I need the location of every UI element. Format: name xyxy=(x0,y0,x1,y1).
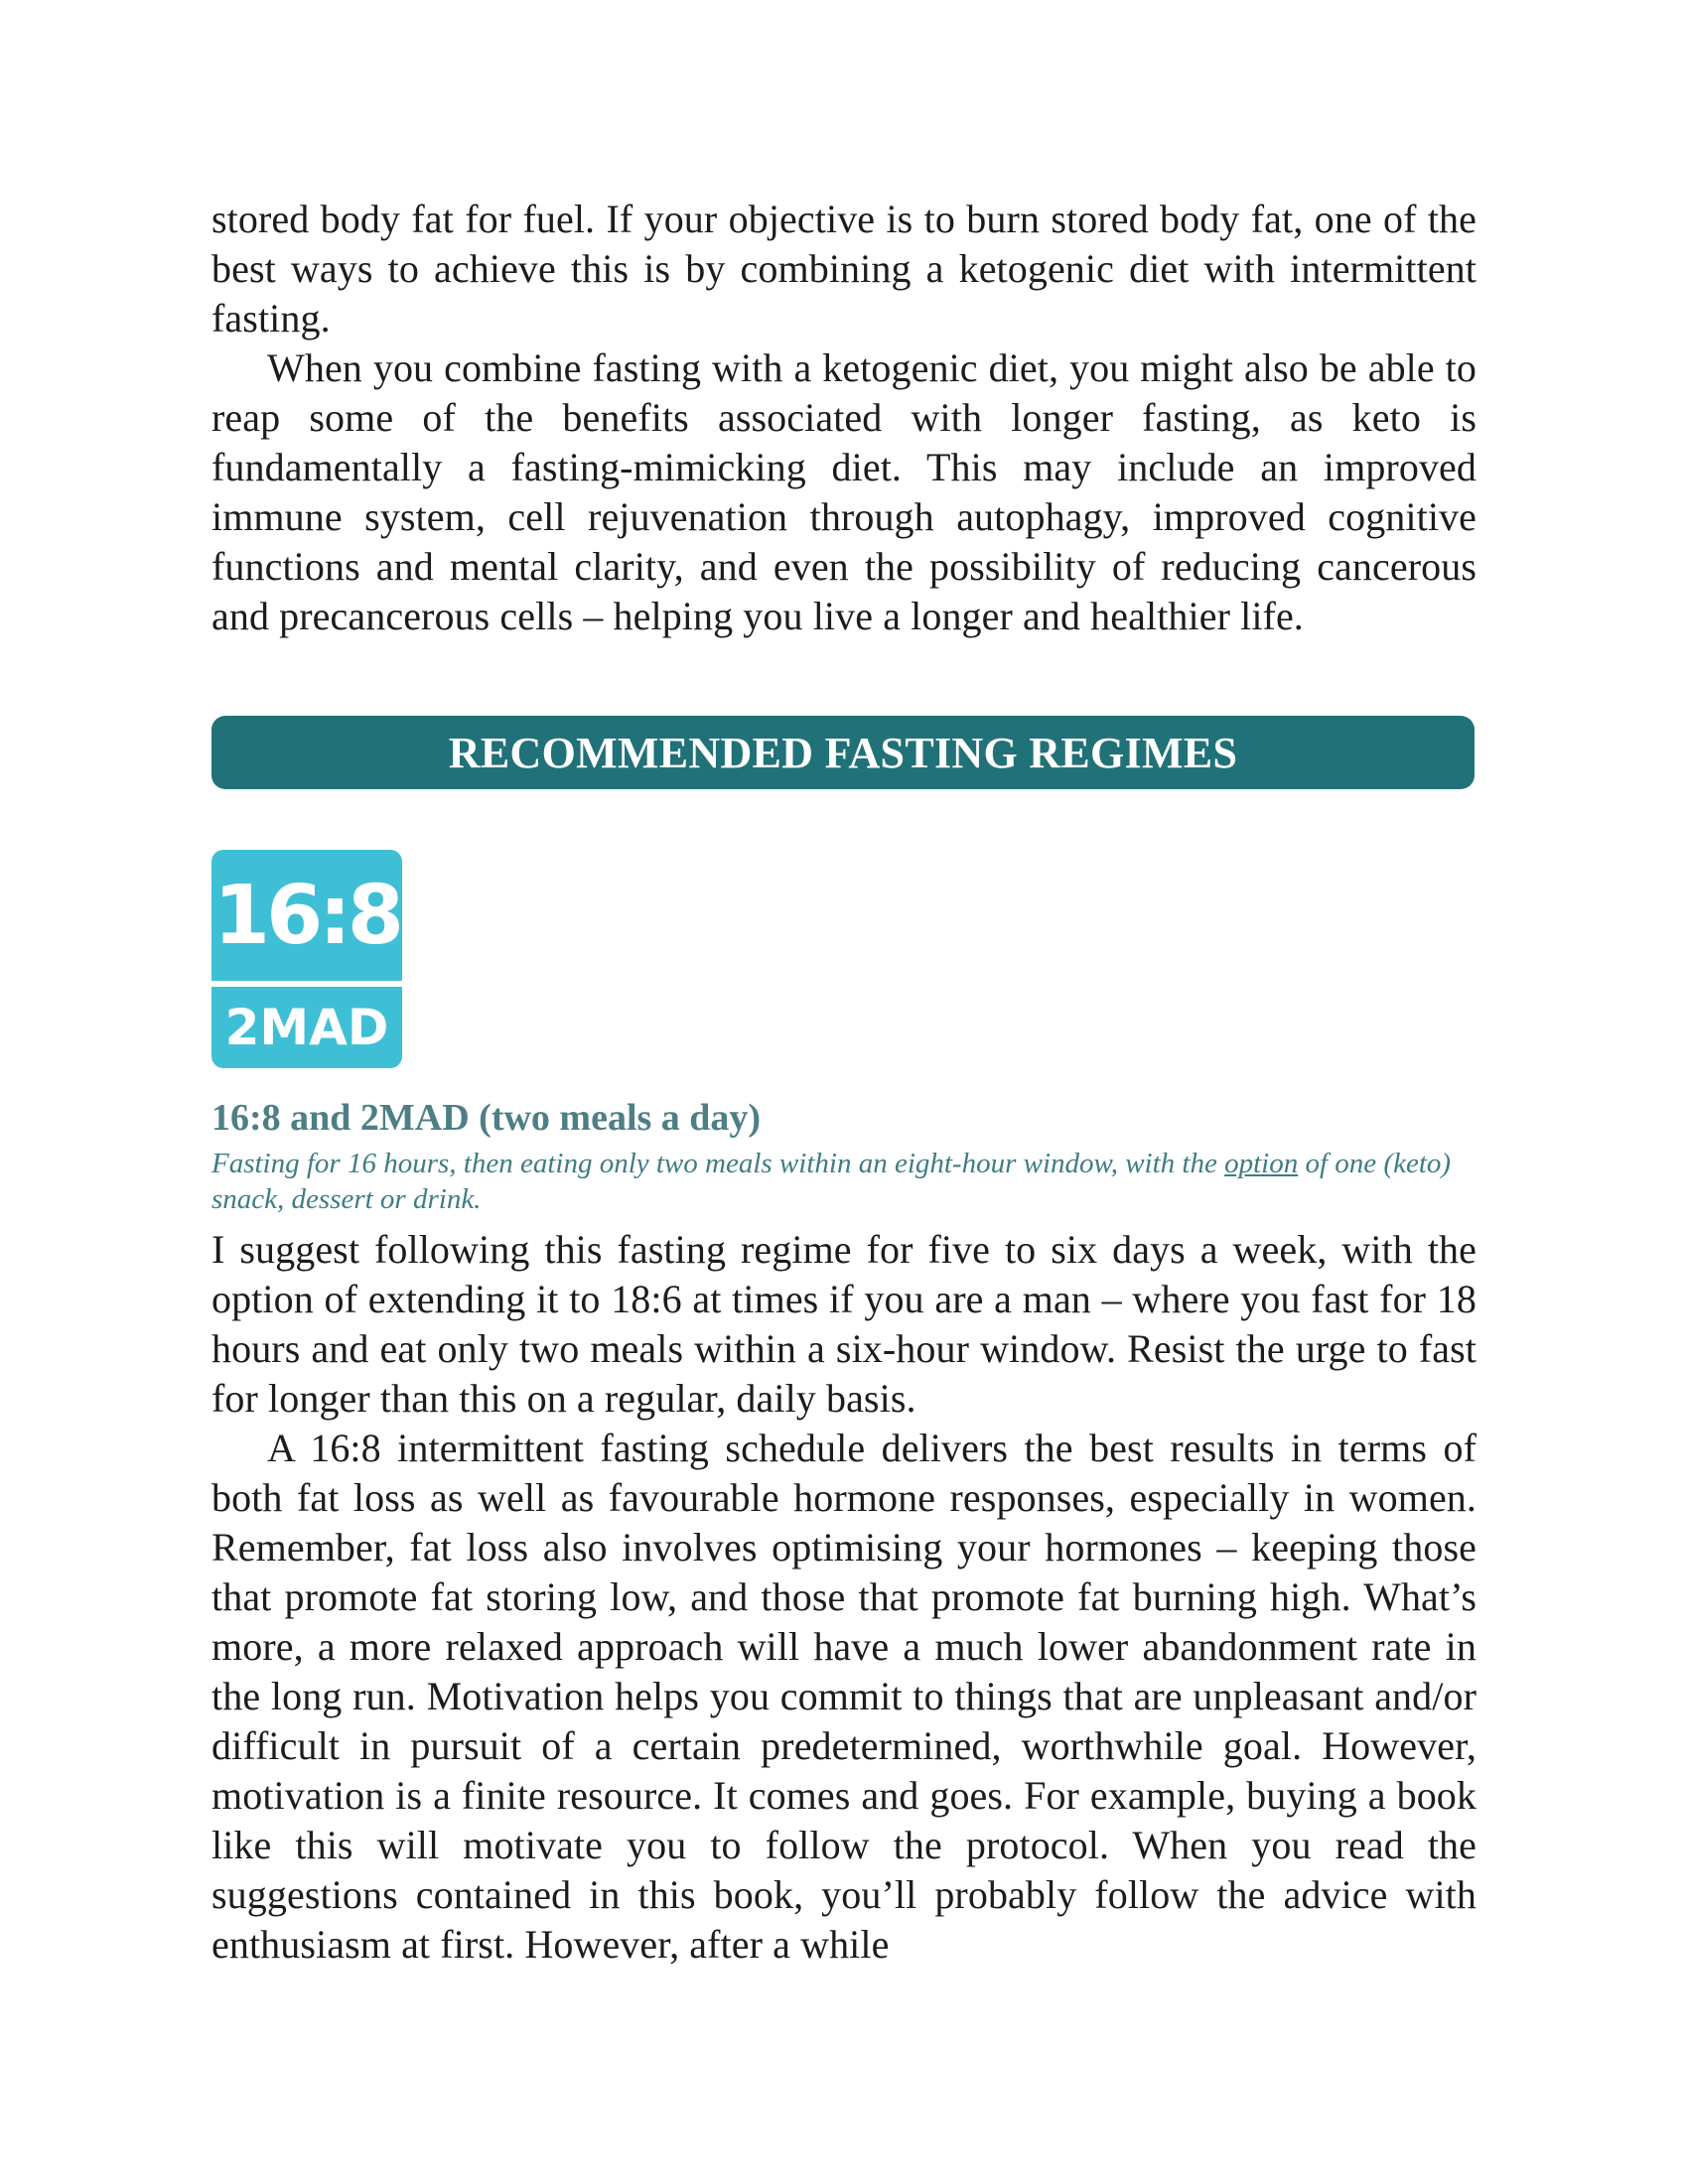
fasting-badge-icon xyxy=(211,850,402,1068)
badge-ratio: 16:8 xyxy=(213,868,400,963)
section-banner xyxy=(211,716,1475,789)
regime-subtitle-end: of one (keto) snack, dessert or drink. xyxy=(211,1148,1452,1215)
banner-title: RECOMMENDED FASTING REGIMES xyxy=(448,728,1238,777)
regime-body xyxy=(211,1225,1477,1970)
regime-paragraph-1: I suggest following this fasting regime for five to six days a week, with the option of extending it to 18:6 at times if you are a man – where you fast for 18 hours and eat only two meals within a six-hour window. Resist the urge to fast for longer than this on a regular, daily basis. xyxy=(211,1227,1477,1421)
intro-paragraph-2: When you combine fasting with a ketogenic diet, you might also be able to reap some of the benefits associated with longer fasting, as keto is fundamentally a fasting-mimicking diet. This may include an improved immune system, cell rejuvenation through autophagy, improved cognitive functions and mental clarity, and even the possibility of reducing cancerous and precancerous cells – helping you live a longer and healthier life. xyxy=(211,345,1477,638)
intro-paragraph-1: stored body fat for fuel. If your objective is to burn stored body fat, one of the best ways to achieve this is by combining a ketogenic diet with intermittent fasting. xyxy=(211,197,1477,341)
regime-subtitle-start: Fasting for 16 hours, then eating only two meals within an eight-hour window, with the xyxy=(211,1148,1225,1179)
regime-subtitle-option: option xyxy=(1224,1148,1299,1179)
regime-section xyxy=(211,1090,1477,1970)
badge-label: 2MAD xyxy=(224,999,389,1056)
regime-subtitle xyxy=(211,1146,1477,1217)
intro-text xyxy=(211,195,1477,641)
regime-title: 16:8 and 2MAD (two meals a day) xyxy=(211,1097,762,1139)
regime-paragraph-2: A 16:8 intermittent fasting schedule delivers the best results in terms of both fat loss as well as favourable hormone responses, especially in women. Remember, fat loss also involves optimising your hormones – keeping those that promote fat storing low, and those that promote fat burning high. What’s more, a more relaxed approach will have a much lower abandonment rate in the long run. Motivation helps you commit to things that are unpleasant and/or difficult in pursuit of a certain predetermined, worthwhile goal. However, motivation is a finite resource. It comes and goes. For example, buying a book like this will motivate you to follow the protocol. When you read the suggestions contained in this book, you’ll probably follow the advice with enthusiasm at first. However, after a while xyxy=(211,1426,1477,1967)
